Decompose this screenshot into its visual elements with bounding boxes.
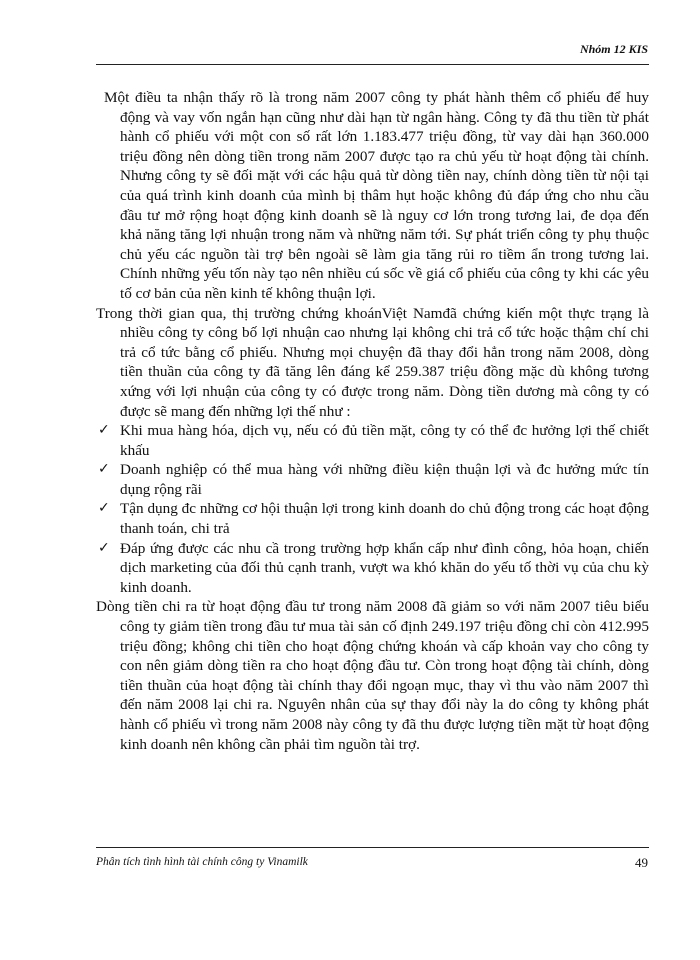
list-item-text: Tận dụng đc những cơ hội thuận lợi trong kinh doanh do chủ động trong các hoạt động thanh toán, chi trả — [120, 500, 649, 538]
advantages-list — [96, 421, 649, 597]
checkmark-icon: ✓ — [98, 461, 110, 478]
list-item — [96, 460, 649, 499]
checkmark-icon: ✓ — [98, 500, 110, 517]
list-item — [96, 539, 649, 598]
page-number: 49 — [635, 855, 648, 870]
list-item-text: Đáp ứng được các nhu cầ trong trường hợp khẩn cấp như đình công, hỏa hoạn, chiến dịch marketing của đối thủ cạnh tranh, vượt wa khó khăn do yếu tố thời vụ của chu kỳ kinh doanh. — [120, 539, 649, 596]
header-group-label: Nhóm 12 KIS — [579, 42, 648, 56]
checkmark-icon: ✓ — [98, 539, 110, 556]
paragraph-dividends: Trong thời gian qua, thị trường chứng khoánViệt Namđã chứng kiến một thực trạng là nhiều công ty công bố lợi nhuận cao nhưng lại không chi trả cổ tức hoặc thậm chí chi trả cổ tức bằng cổ phiếu. Nhưng mọi chuyện đã thay đổi hẳn trong năm 2008, dòng tiền thuần của công ty đã tăng lên đáng kể 259.387 triệu đồng mặc dù không tương xứng với lợi nhuận của công ty có được trong năm. Dòng tiền dương mà công ty có được sẽ mang đến những lợi thế như : — [96, 304, 649, 420]
list-item-text: Khi mua hàng hóa, dịch vụ, nếu có đủ tiền mặt, công ty có thể đc hưởng lợi thế chiết khấu — [120, 422, 649, 459]
list-item — [96, 499, 649, 538]
page-body — [96, 88, 649, 754]
footer-divider — [96, 847, 649, 848]
list-item-text: Doanh nghiệp có thể mua hàng với những điều kiện thuận lợi và đc hưởng mức tín dụng rộng rãi — [120, 461, 649, 498]
paragraph-investing: Dòng tiền chi ra từ hoạt động đầu tư trong năm 2008 đã giảm so với năm 2007 tiêu biểu công ty giảm tiền trong đầu tư mua tài sản cố định 249.197 triệu đồng chỉ còn 412.995 triệu đồng; không chi tiền cho hoạt động chứng khoán và cấp khoản vay cho công ty con nên giảm dòng tiền ra cho hoạt động đầu tư. Còn trong hoạt động tài chính, dòng tiền thuần của hoạt động tài chính thay đổi ngoạn mục, thay vì thu vào năm 2007 thì đến năm 2008 lại chi ra. Nguyên nhân của sự thay đổi này la do công ty không phát hành cổ phiếu vì trong năm 2008 này công ty đã thu được lượng tiền mặt từ hoạt động kinh doanh nên không cần phải tìm nguồn tài trợ. — [96, 598, 649, 753]
list-item — [96, 421, 649, 460]
footer-title: Phân tích tình hình tài chính công ty Vinamilk — [96, 856, 308, 868]
header-divider — [96, 64, 649, 65]
checkmark-icon: ✓ — [98, 422, 110, 439]
paragraph-financing: Một điều ta nhận thấy rõ là trong năm 2007 công ty phát hành thêm cổ phiếu để huy động và vay vốn ngắn hạn cũng như dài hạn từ ngân hàng. Công ty đã thu tiền từ phát hành cổ phiếu với một con số rất lớn 1.183.477 triệu đồng, từ vay dài hạn 360.000 triệu đồng nên dòng tiền trong năm 2007 được tạo ra chủ yếu từ hoạt động tài chính. Nhưng công ty sẽ đối mặt với các hậu quả từ dòng tiền nay, chính dòng tiền từ nội tại của quá trình kinh doanh của mình bị thâm hụt hoặc không đủ đáp ứng cho nhu cầu đầu tư mở rộng hoạt động kinh doanh sẽ là nguy cơ lớn trong tương lai, đe dọa đến khả năng tăng lợi nhuận trong năm và những năm tới. Sự phát triển công ty phụ thuộc chủ yếu các nguồn tài trợ bên ngoài sẽ làm gia tăng rủi ro tiềm ẩn trong tương lai. Chính những yếu tốn này tạo nên nhiều cú sốc về giá cổ phiếu của công ty khi các yêu tố cơ bản của nền kinh tế không thuận lợi. — [104, 89, 649, 302]
